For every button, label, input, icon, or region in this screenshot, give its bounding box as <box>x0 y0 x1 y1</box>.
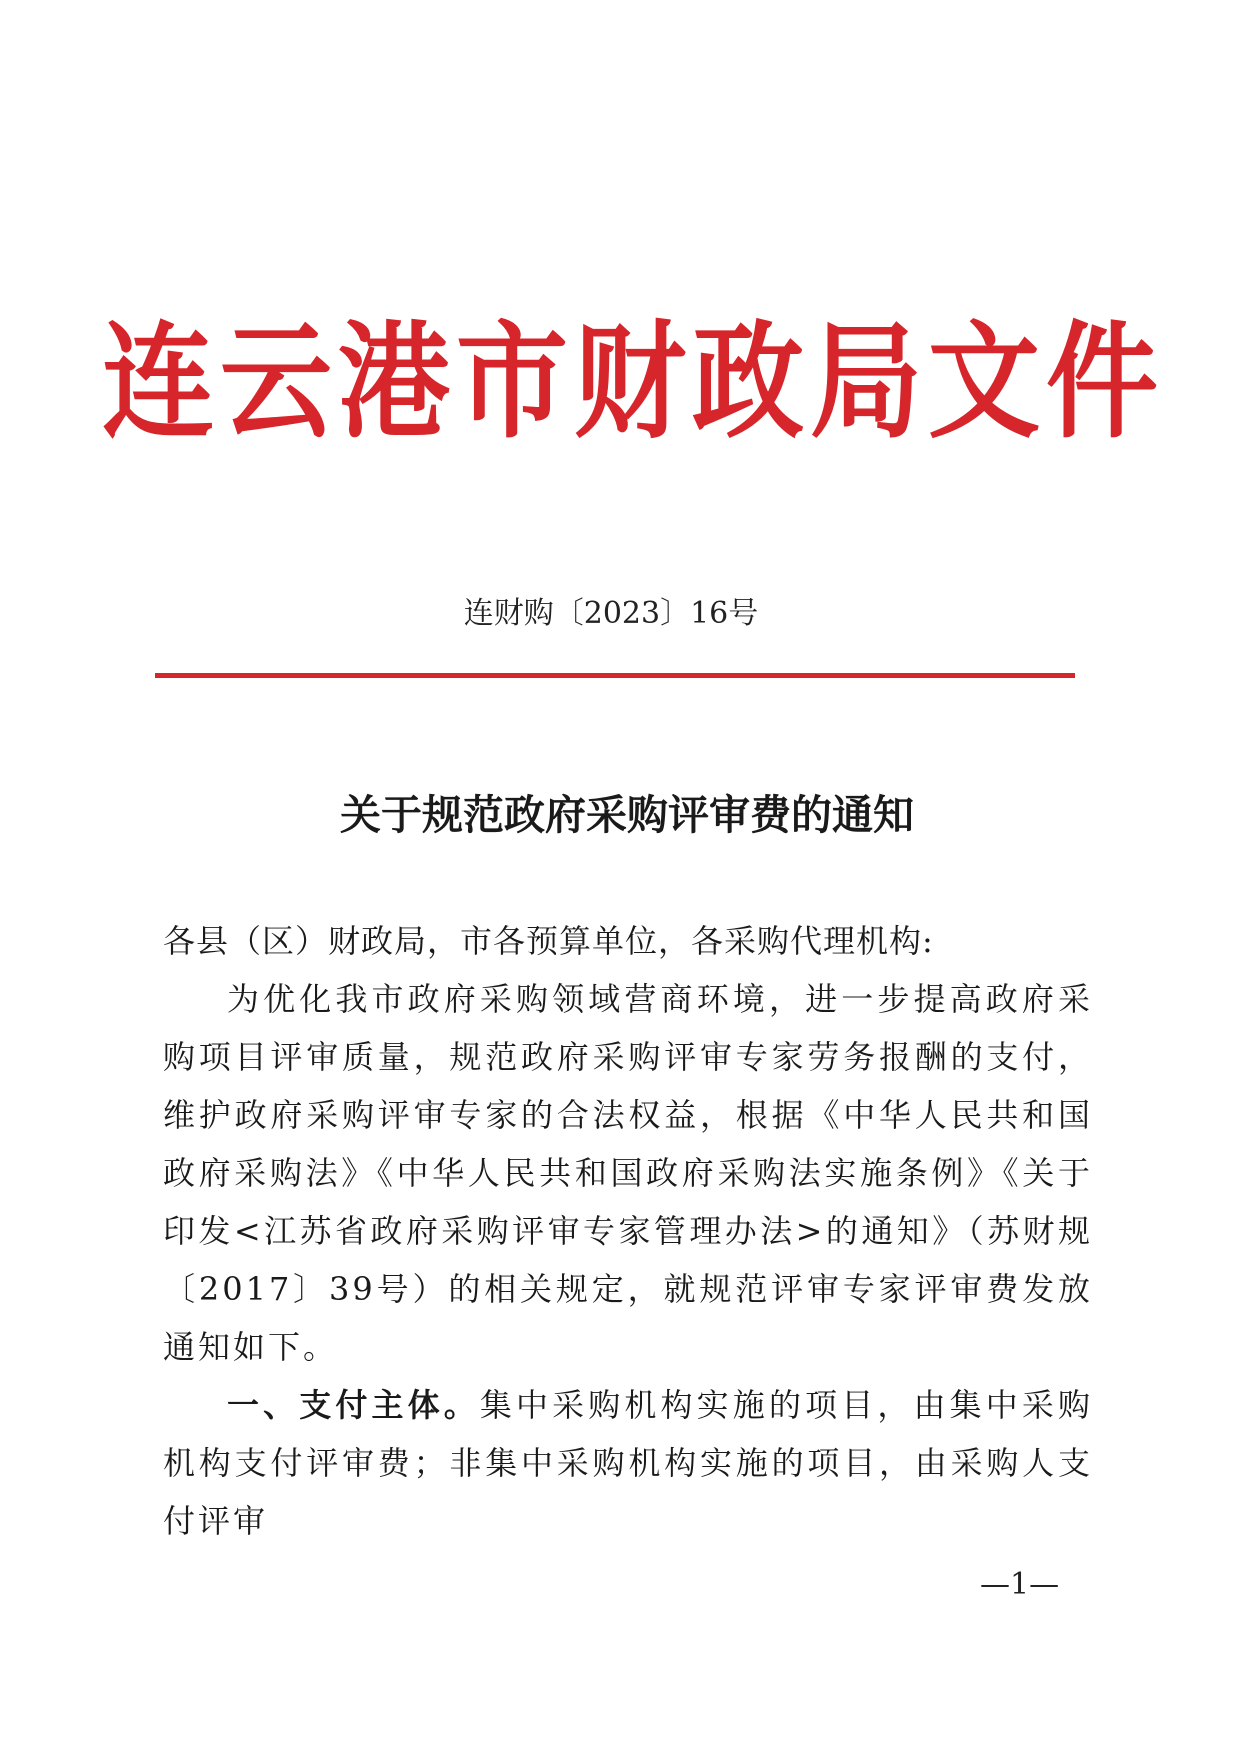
document-number: 连财购〔2023〕16号 <box>463 596 759 631</box>
addressee-line: 各县（区）财政局，市各预算单位，各采购代理机构: <box>163 922 934 960</box>
intro-paragraph: 为优化我市政府采购领域营商环境，进一步提高政府采购项目评审质量，规范政府采购评审专家劳务报酬的支付，维护政府采购评审专家的合法权益，根据《中华人民共和国政府采购法》《中华人民共和国政府采购法实施条例》《关于印发<江苏省政府采购评审专家管理办法>的通知》（苏财规〔2017〕39号）的相关规定，就规范评审专家评审费发放通知如下。 <box>163 980 1093 1366</box>
notice-title: 关于规范政府采购评审费的通知 <box>340 791 914 839</box>
section-1-paragraph <box>163 1376 1093 1550</box>
masthead-title: 连云港市财政局文件 <box>102 308 1164 456</box>
section-1-heading: 一、支付主体。 <box>227 1386 480 1424</box>
document-body <box>163 912 1093 1550</box>
section-1-text: 集中采购机构实施的项目，由集中采购机构支付评审费；非集中采购机构实施的项目，由采购人支付评审 <box>163 1386 1093 1540</box>
page-number: —1— <box>980 1567 1060 1602</box>
red-divider-line <box>155 673 1075 678</box>
